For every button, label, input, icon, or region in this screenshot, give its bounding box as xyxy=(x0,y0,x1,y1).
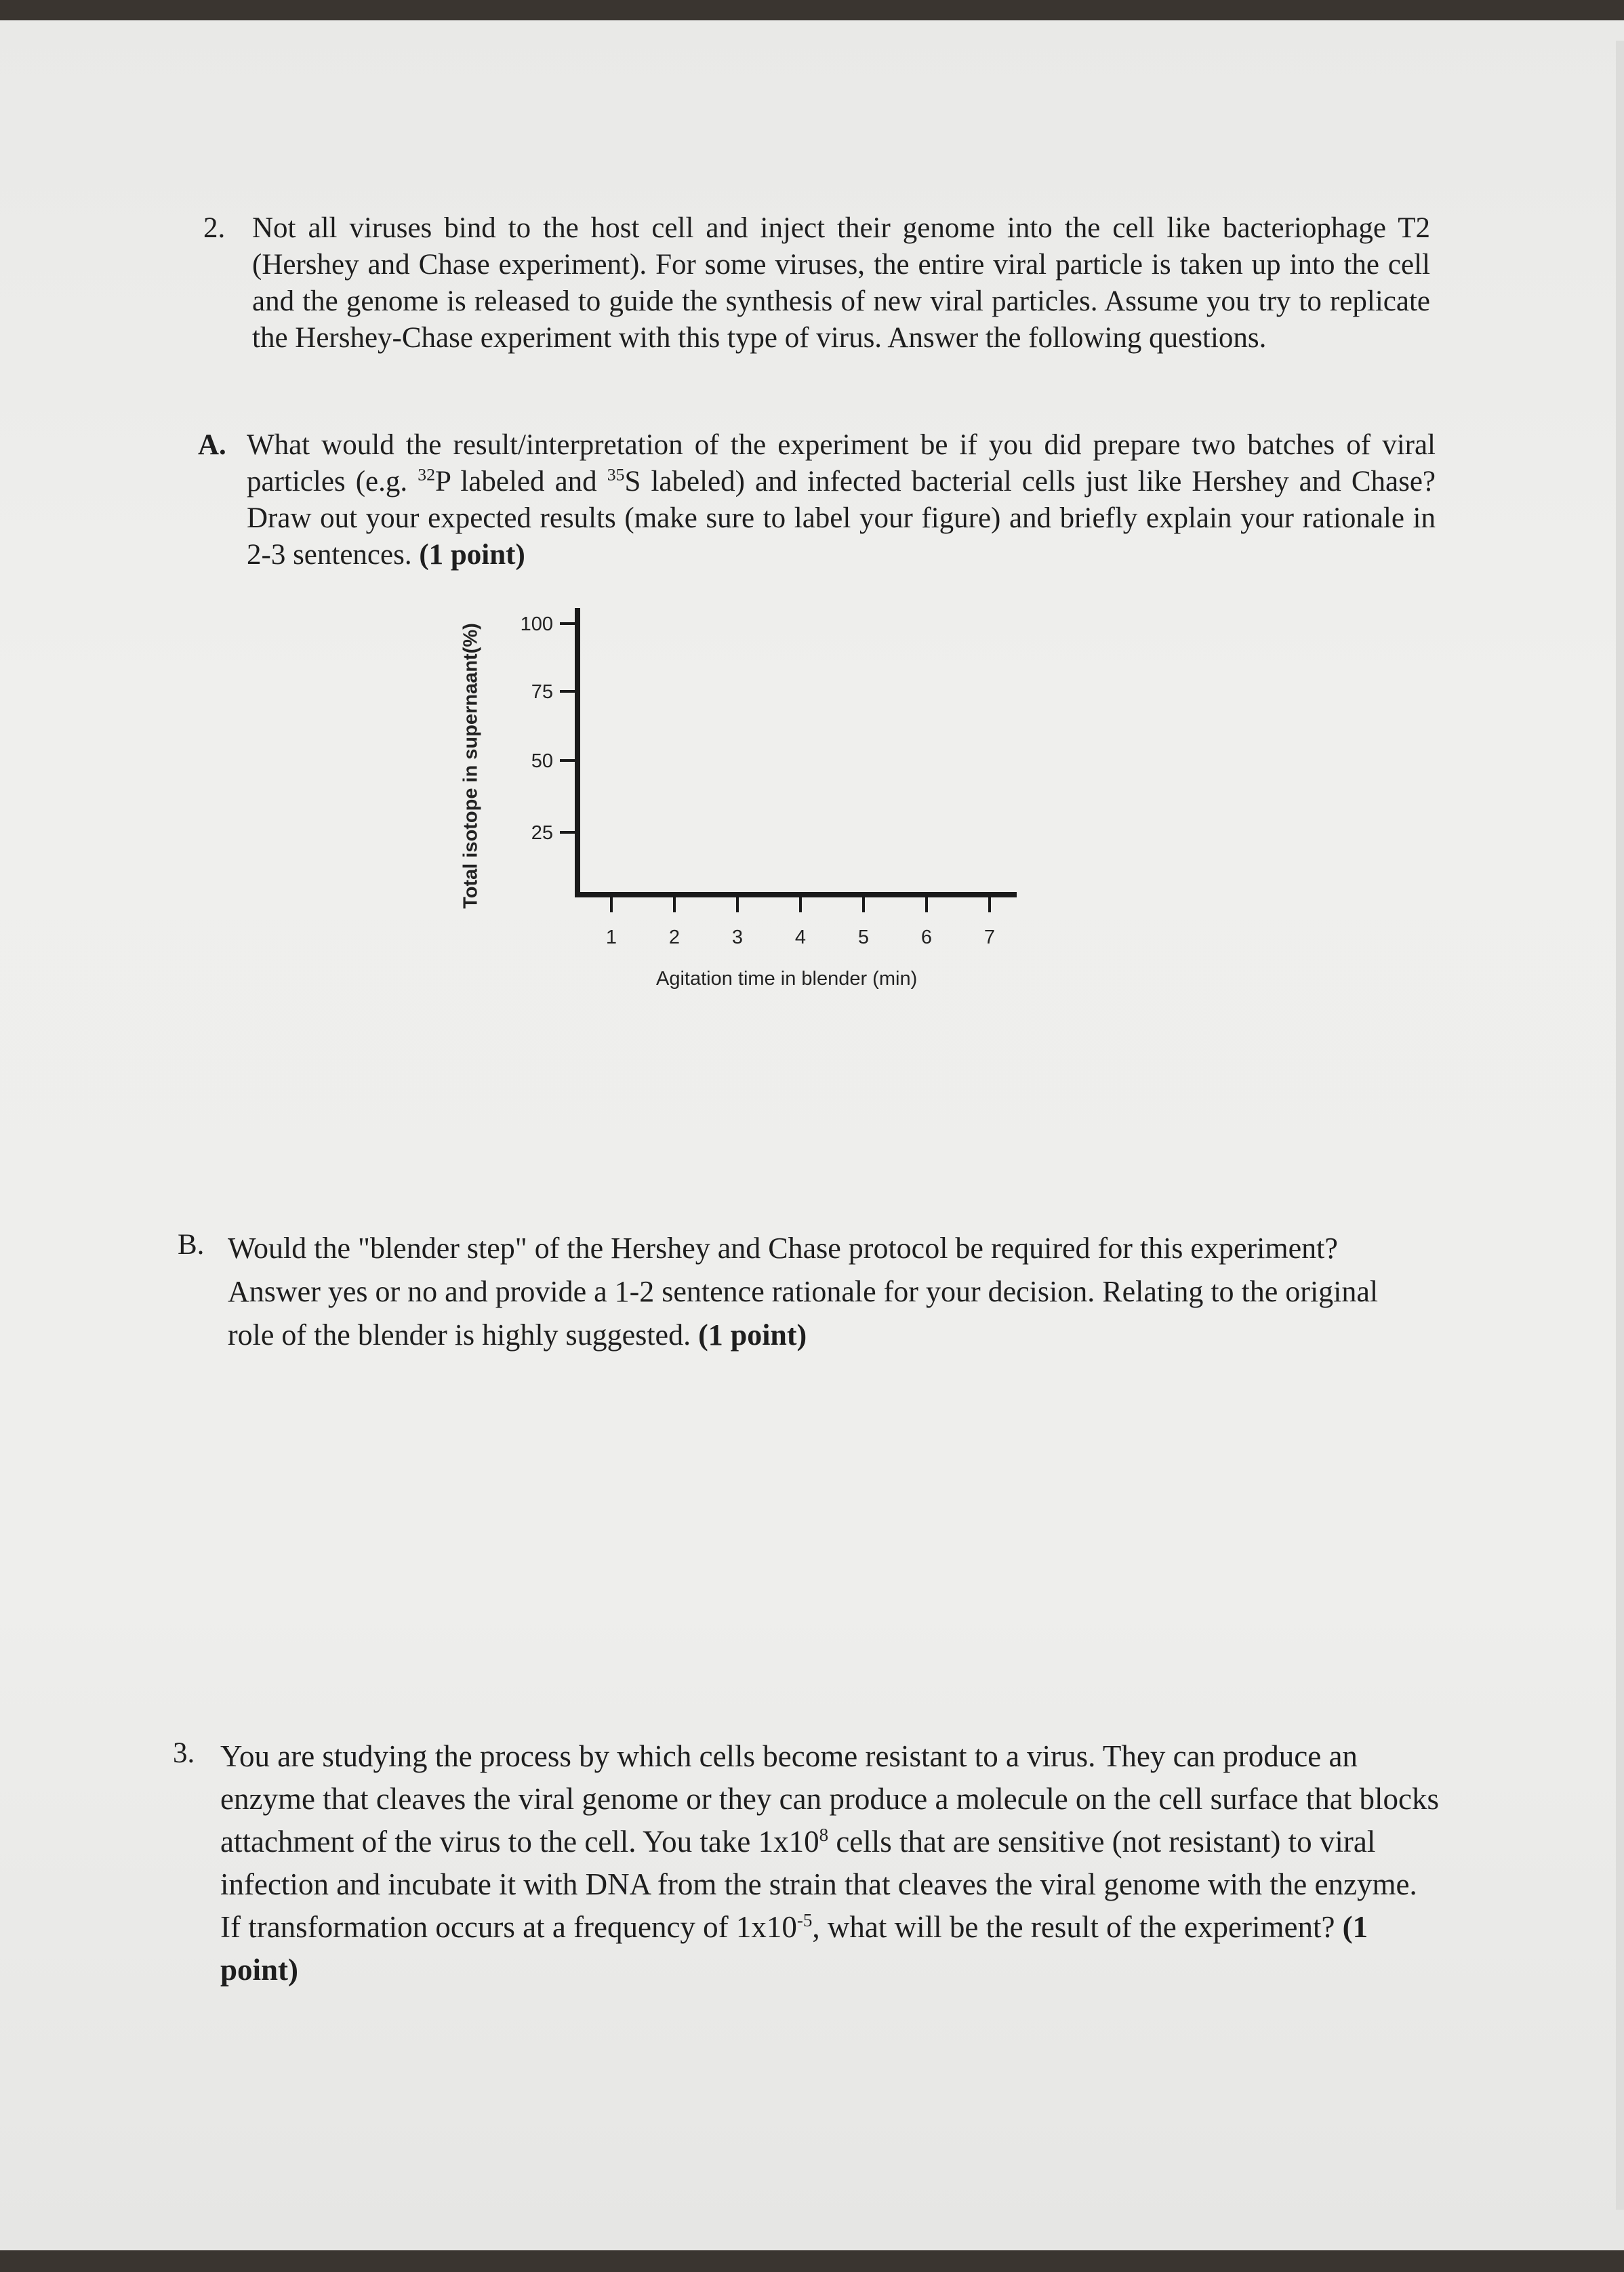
x-tick-label: 4 xyxy=(794,927,807,948)
question-2a-points: (1 point) xyxy=(419,539,525,571)
question-2b-points: (1 point) xyxy=(698,1318,807,1352)
question-2a-text-part-2: P labeled and xyxy=(434,466,607,498)
question-2-number: 2. xyxy=(203,212,226,244)
question-3-text-part-3: , what will be the result of the experiment? xyxy=(812,1910,1343,1944)
question-2a-text-part-3: S labeled) and infected bacterial cells just like Hershey and Chase? Draw out your expected results (make sure to label your figure) and briefly explain your rationale in 2-3 sentences. xyxy=(247,466,1436,571)
page-edge xyxy=(1616,41,1624,2210)
question-2a xyxy=(198,427,1436,573)
question-2a-text-part-1: What would the result/interpretation of the experiment be if you did prepare two batches of viral particles (e.g. xyxy=(247,429,1436,498)
x-tick-label: 1 xyxy=(605,927,617,948)
question-2b-text xyxy=(228,1227,1418,1357)
y-tick-label: 50 xyxy=(531,750,553,772)
y-tick-label: 100 xyxy=(520,613,553,635)
sulfur-mass-number: 35 xyxy=(607,464,625,485)
question-2a-label: A. xyxy=(198,429,226,461)
phosphorus-mass-number: 32 xyxy=(418,464,435,485)
cell-count-exponent: 8 xyxy=(819,1825,829,1845)
question-2 xyxy=(203,210,1430,357)
question-2b-text-body: Would the "blender step" of the Hershey and Chase protocol be required for this experiment? Answer yes or no and provide a 1-2 sentence rationale for your decision. Relating to the original role of the blender is highly suggested. xyxy=(228,1232,1379,1352)
chart-ticks xyxy=(521,613,995,948)
x-tick-label: 3 xyxy=(731,927,744,948)
y-tick-label: 25 xyxy=(531,822,553,844)
question-2-text: Not all viruses bind to the host cell and inject their genome into the cell like bacteriophage T2 (Hershey and Chase experiment). For some viruses, the entire viral particle is taken up into the cell and the genome is released to guide the synthesis of new viral particles. Assume you try to replicate the Hershey-Chase experiment with this type of virus. Answer the following questions. xyxy=(252,212,1430,354)
question-3-number: 3. xyxy=(173,1737,195,1769)
question-2b xyxy=(178,1227,1418,1357)
question-3-points: (1 point) xyxy=(220,1910,1368,1987)
blank-graph xyxy=(434,583,1044,962)
question-3-text-part-2: cells that are sensitive (not resistant) to viral infection and incubate it with DNA from the strain that cleaves the viral genome with the enzyme. If transformation occurs at a frequency of 1x10 xyxy=(220,1825,1417,1944)
y-tick-label: 75 xyxy=(531,681,553,703)
question-3-text-part-1: You are studying the process by which cells become resistant to a virus. They can produce an enzyme that cleaves the viral genome or they can produce a molecule on the cell surface that blocks attachment of the virus to the cell. You take 1x10 xyxy=(220,1739,1439,1859)
x-tick-label: 7 xyxy=(983,927,996,948)
question-3 xyxy=(173,1735,1440,1991)
question-2a-text xyxy=(247,427,1436,573)
question-3-text xyxy=(220,1735,1440,1991)
frequency-exponent: -5 xyxy=(796,1910,813,1930)
question-2b-label: B. xyxy=(178,1229,205,1261)
x-tick-label: 2 xyxy=(668,927,681,948)
x-tick-label: 6 xyxy=(920,927,933,948)
x-tick-label: 5 xyxy=(857,927,870,948)
chart-x-axis-label: Agitation time in blender (min) xyxy=(656,968,918,990)
chart-axes xyxy=(575,608,1017,895)
chart-y-axis-label: Total isotope in supernaant(%) xyxy=(460,623,482,909)
